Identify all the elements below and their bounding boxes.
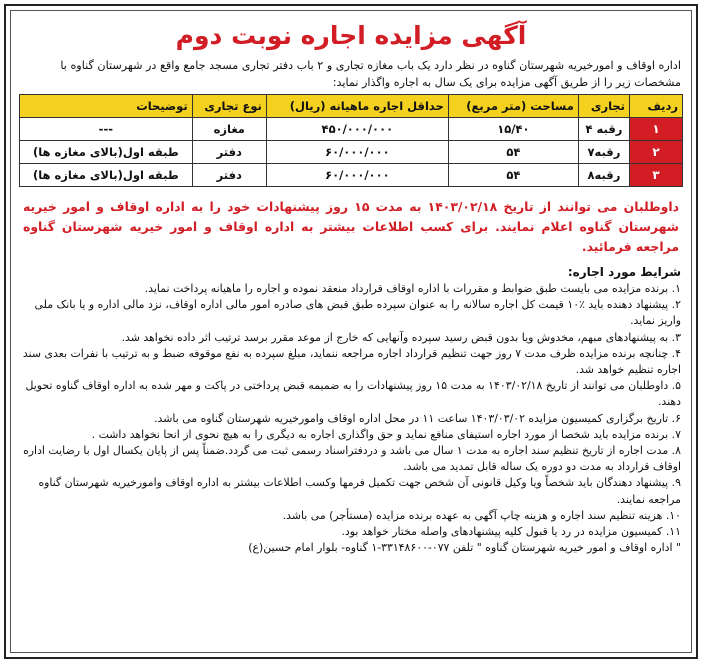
condition-item: ۹. پیشنهاد دهندگان باید شخصاً ویا وکیل قانونی آن شخص جهت تکمیل فرمها وکسب اطلاعات بیشتر به اداره اوقاف وامورخیریه شهرستان گناوه مراجعه نمایند. <box>38 476 681 506</box>
row-number: ۱ <box>630 118 683 141</box>
contact-line: " اداره اوقاف و امور خیریه شهرستان گناوه " تلفن ۰۷۷-۳۳۱۴۸۶۰۰-۱ گناوه- بلوار امام حسین(ع) <box>248 541 681 555</box>
cell-description: طبقه اول(بالای مغازه ها) <box>20 141 193 164</box>
condition-item: ۲. پیشنهاد دهنده باید ٪۱۰ قیمت کل اجاره سالانه را به عنوان سپرده طبق قبض های صادره امور مالی اداره اوقاف، نزد مالی اداره و یا بانک ملی واریز نماید. <box>34 298 681 328</box>
lease-table <box>19 94 683 187</box>
row-number: ۲ <box>630 141 683 164</box>
conditions-list <box>21 281 681 556</box>
header-description: توضیحات <box>20 95 193 118</box>
header-area: مساحت (متر مربع) <box>448 95 578 118</box>
cell-min-rent: ۶۰/۰۰۰/۰۰۰ <box>266 164 448 187</box>
cell-area: ۱۵/۴۰ <box>448 118 578 141</box>
cell-area: ۵۴ <box>448 141 578 164</box>
table-row <box>20 118 683 141</box>
cell-description: --- <box>20 118 193 141</box>
cell-unit: رقبه۸ <box>578 164 629 187</box>
ad-title: آگهی مزایده اجاره نوبت دوم <box>175 21 527 50</box>
table-row <box>20 164 683 187</box>
cell-unit: رقبه۷ <box>578 141 629 164</box>
header-min-rent: حداقل اجاره ماهیانه (ریال) <box>266 95 448 118</box>
intro-text: اداره اوقاف و امورخیریه شهرستان گناوه در نظر دارد یک باب مغازه تجاری و ۲ باب دفتر تجاری مسجد جامع واقع در شهرستان گناوه با مشخصات زیر را از طریق آگهی مزایده برای یک سال به اجاره واگذار نماید: <box>60 59 681 89</box>
row-number: ۳ <box>630 164 683 187</box>
cell-min-rent: ۶۰/۰۰۰/۰۰۰ <box>266 141 448 164</box>
conditions-title: شرایط مورد اجاره: <box>567 265 681 279</box>
condition-item: ۵. داوطلبان می توانند از تاریخ ۱۴۰۳/۰۲/۱۸ به مدت ۱۵ روز پیشنهادات را به ضمیمه قبض پرداختی در پاکت و مهر شده به اداره اوقاف گناوه تحویل دهند. <box>25 379 681 409</box>
condition-item: ۶. تاریخ برگزاری کمیسیون مزایده ۱۴۰۳/۰۳/۰۲ ساعت ۱۱ در محل اداره اوقاف وامورخیریه شهرستان گناوه می باشد. <box>154 411 681 425</box>
condition-item: ۷. برنده مزایده باید شخصا از مورد اجاره استیفای منافع نماید و حق واگذاری اجاره به دیگری را به هیچ نحوی از انحا نخواهد داشت . <box>91 427 681 441</box>
cell-unit: رقبه ۴ <box>578 118 629 141</box>
cell-type: دفتر <box>192 164 266 187</box>
table-header-row <box>20 95 683 118</box>
condition-item: ۱۰. هزینه تنظیم سند اجاره و هزینه چاپ آگهی به عهده برنده مزایده (مستأجر) می باشد. <box>282 508 681 522</box>
condition-item: ۳. به پیشنهادهای مبهم، مخدوش ویا بدون قبض رسید سپرده وآنهایی که خارج از موعد مقرر برسد ترتیب اثر داده نخواهد شد. <box>121 330 681 344</box>
ad-frame <box>4 4 698 659</box>
ad-content <box>10 10 692 653</box>
table-row <box>20 141 683 164</box>
condition-item: ۴. چنانچه برنده مزایده ظرف مدت ۷ روز جهت تنظیم قرارداد اجاره مراجعه ننماید، مبلغ سپرده به نفع موقوفه ضبط و به ترتیب با نفرات بعدی سند اجاره تنظیم خواهد شد. <box>22 346 681 377</box>
cell-min-rent: ۴۵۰/۰۰۰/۰۰۰ <box>266 118 448 141</box>
cell-type: دفتر <box>192 141 266 164</box>
condition-item: ۱۱. کمیسیون مزایده در رد یا قبول کلیه پیشنهادهای واصله مختار خواهد بود. <box>341 525 681 539</box>
condition-item: ۱. برنده مزایده می بایست طبق ضوابط و مقررات با اداره اوقاف قرارداد منعقد نموده و اجاره را ماهیانه پرداخت نماید. <box>144 282 681 295</box>
cell-area: ۵۴ <box>448 164 578 187</box>
header-unit: تجاری <box>578 95 629 118</box>
cell-type: مغازه <box>192 118 266 141</box>
applicant-notice: داوطلبان می توانند از تاریخ ۱۴۰۳/۰۲/۱۸ به مدت ۱۵ روز پیشنهادات خود را به اداره اوقاف و امور خیریه شهرستان گناوه اعلام نمایند. برای کسب اطلاعات بیشتر به اداره اوقاف و امور خیریه شهرستان گناوه مراجعه فرمائید. <box>23 199 679 254</box>
cell-description: طبقه اول(بالای مغازه ها) <box>20 164 193 187</box>
header-type: نوع تجاری <box>192 95 266 118</box>
condition-item: ۸. مدت اجاره از تاریخ تنظیم سند اجاره به مدت ۱ سال می باشد و دردفتراسناد رسمی ثبت می گردد.ضمناً پس از پایان یکسال اول با رضایت اداره اوقاف قرارداد به مدت دو دوره یک ساله قابل تمدید می باشد. <box>23 444 681 474</box>
header-row-number: ردیف <box>630 95 683 118</box>
